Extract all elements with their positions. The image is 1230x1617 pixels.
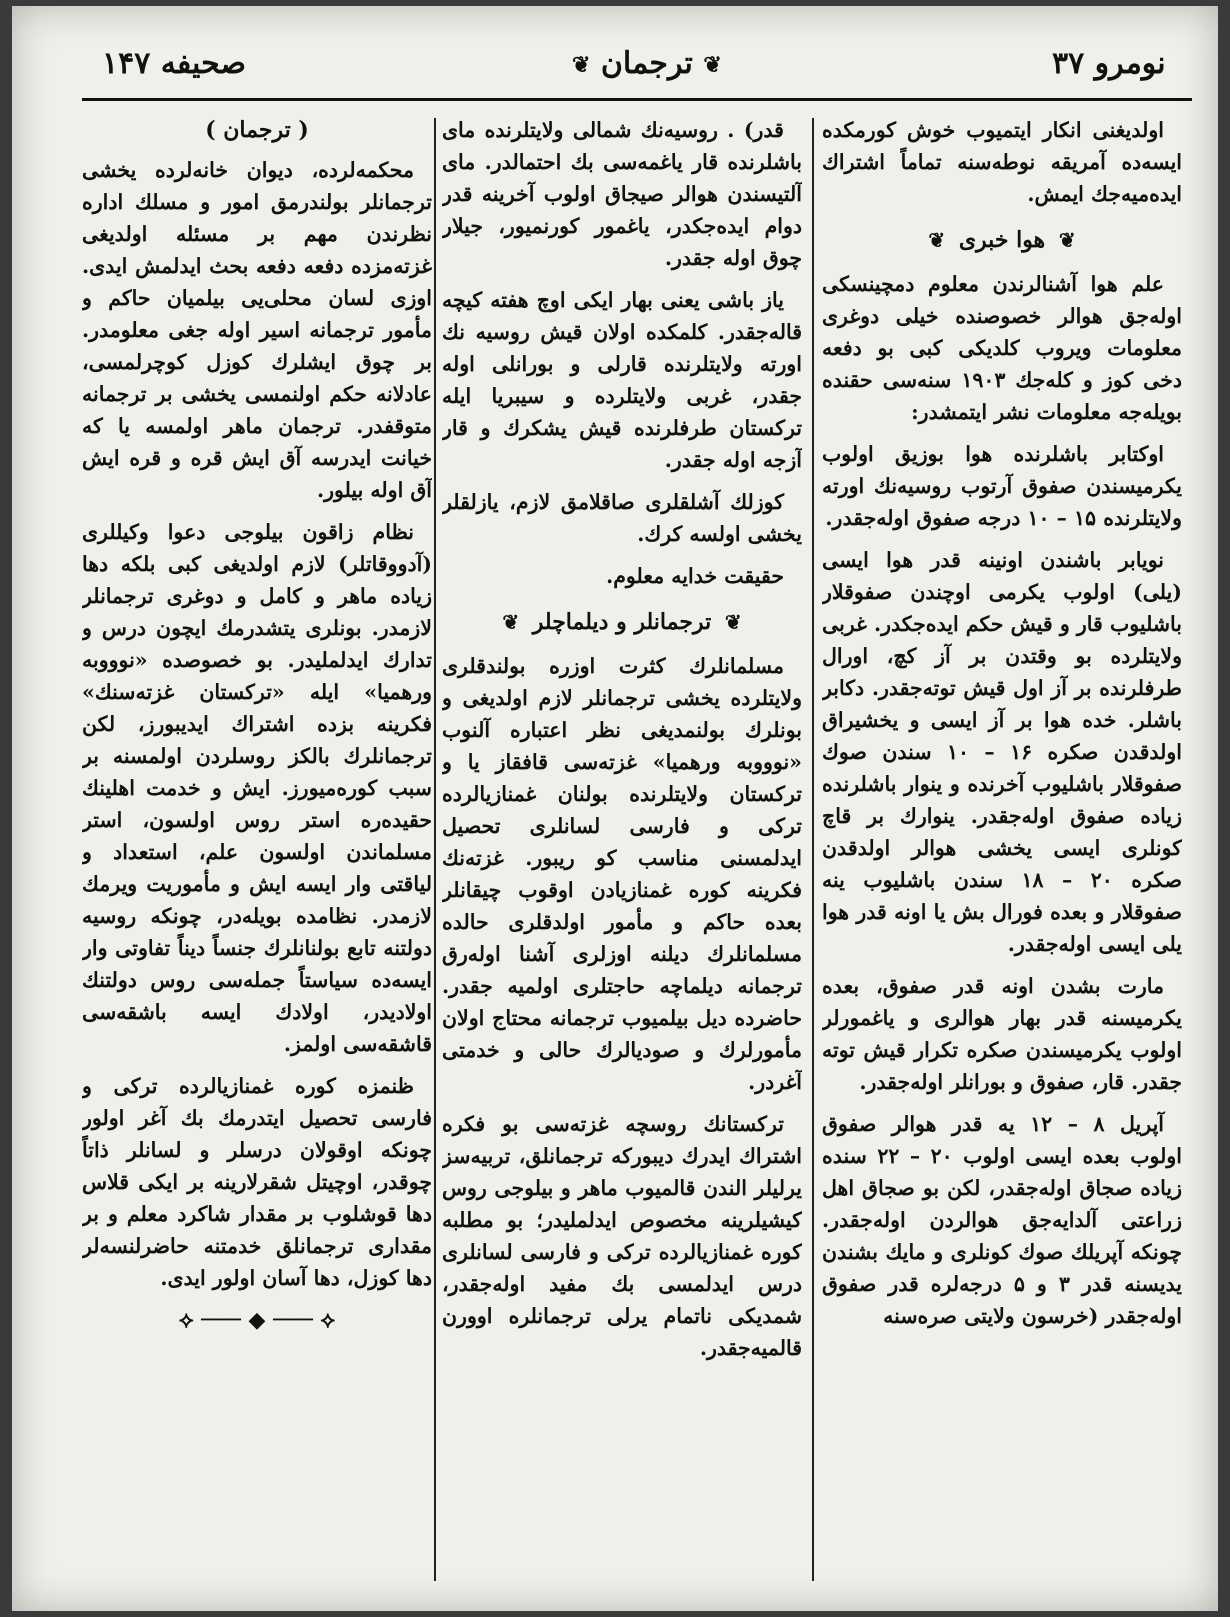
ornament-icon: ❦ — [928, 228, 946, 252]
ornament-icon: ❦ — [572, 52, 591, 78]
issue-number-label: نومرو ۳۷ — [1052, 46, 1166, 81]
heading-text: هوا خبری — [958, 227, 1046, 253]
article-paragraph: حقیقت خدایه معلوم. — [606, 564, 784, 588]
heading-text: ترجمانلر و دیلماچلر — [532, 609, 712, 635]
article-paragraph: مسلمانلرك کثرت اوزره بولندقلری ولایتلرده یخشی ترجمانلر لازم اولدیغی و بونلرك بولنمدیغی نظر اعتباره آلنوب «نوووبه ورهمیا» غزته‌سی قافقاز یا و ترکستان ولایتلرنده بولنان غمنازیالرده ترکی و فارسی لسانلری تحصیل ایدلمسنی مناسب کو ریبور. غزته‌نك فکرینه کوره غمنازیادن اوقوب چیقانلر بعده حاکم و مأمور اولدقلری حالده مسلمانلرك دیلنه اوزلری آشنا اوله‌رق ترجمانه دیلماچه حاجتلری اولمیه جقدر. حاضرده دیل بیلمیوب ترجمانه محتاج اولان مأمورلرك و صودیالرك حالی و خدمتی آغردر. — [442, 654, 802, 1094]
page-number-label: صحیفه ۱۴۷ — [102, 46, 246, 81]
column-divider — [812, 118, 814, 1581]
article-paragraph: آپریل ۸ – ۱۲ یه قدر هوالر صفوق اولوب بعده ایسی اولوب ۲۰ – ۲۲ سنده زیاده صجاق اوله‌جقدر، لکن بو صجاق اهل زراعتی آلدایه‌جق هوالردن اوله‌جقدر. چونکه آپریلك صوك کونلری و مایك بشندن یدیسنه قدر ۳ و ۵ درجه‌لره قدر صفوق اوله‌جقدر (خرسون ولایتی صره‌سنه — [822, 1112, 1182, 1328]
article-paragraph: کوزلك آشلقلری صاقلامق لازم، یازلقلر یخشی اولسه کرك. — [442, 490, 802, 546]
article-paragraph: نویابر باشندن اونینه قدر هوا ایسی (یلی) اولوب یکرمی اوچندن صفوقلار باشلیوب قار و قیش حکم ایده‌جکدر. غربی ولایتلرده بو وقتدن بر آز کچ، اورال طرفلرنده بر آز اول قیش توته‌جقدر. دکابر باشلر. خده هوا بر آز ایسی و یخشیراق اولدقدن صکره ۱۶ – ۱۰ سندن صوك صفوقلار باشلیوب آخرنده و ینوار باشلرنده زیاده صفوق اوله‌جقدر. ینوارك بر قاچ کونلری ایسی یخشی هوالر اولدقدن صکره ۲۰ – ۱۸ سندن باشلیوب ینه صفوقلار و بعده فورال بش یا اونه قدر هوا یلی ایسی اوله‌جقدر. — [822, 548, 1182, 956]
section-heading-editorial: ( ترجمان ) — [205, 117, 309, 143]
article-paragraph: ترکستانك روسچه غزته‌سی بو فکره اشتراك ایدرك دیبورکه ترجمانلق، تربیه‌سز یرلیلر الندن قالمیوب ماهر و بیلوجی روس کیشیلرینه مخصوص ایدلملیدر؛ بو مطلبه کوره غمنازیالرده ترکی و فارسی لسانلری درس ایدلمسی بك مفید اوله‌جقدر، شمدیکی ناتمام یرلی ترجمانلره اوورن قالمیه‌جقدر. — [442, 1112, 802, 1360]
section-heading-weather — [822, 224, 1182, 256]
newspaper-page — [12, 6, 1218, 1611]
article-paragraph: محکمه‌لرده، دیوان خانه‌لرده یخشی ترجمانلر بولندرمق امور و مسلك اداره نظرندن مهم بر مسئله اولدیغی غزته‌مزده دفعه دفعه بحث ایدلمش ایدی. اوزی لسان محلی‌یی بیلمیان حاکم و مأمور ترجمانه اسیر اوله جغی معلومدر. بر چوق ایشلرك کوزل کوچرلمسی، عادلانه حکم اولنمسی یخشی بر ترجمانه متوقفدر. ترجمان ماهر اولمسه یا که خیانت ایدرسه آق ایش قره و قره ایش آق اوله بیلور. — [82, 158, 432, 502]
title-text: ترجمان — [600, 46, 693, 81]
newspaper-title — [572, 46, 722, 81]
article-paragraph: نظام زاقون بیلوجی دعوا وکیللری (آدووقاتلر) لازم اولدیغی کبی بلکه دها زیاده ماهر و کامل و دوغری ترجمانلر لازمدر. بونلری یتشدرمك ایچون درس و تدارك ایدلملیدر. بو خصوصده «نوووبه ورهمیا» ایله «ترکستان غزته‌سنك» فکرینه بزده اشتراك ایدیبورز، لکن ترجمانلرك بالکز روسلردن اولمسنه بر سبب کوره‌میورز. ایش و خدمت اهلینك حقیده‌ره استر روس اولسون، استر مسلماندن اولسون علم، استعداد و لیاقتی وار ایسه ایش و مأموریت ویرمك لازمدر. نظامده بویله‌در، چونکه روسیه دولتنه تابع بولنانلرك جنساً دیناً تفاوتی وار ایسه‌ده سیاستاً جمله‌سی روس دولتنك اولادیدر، اولادك ایسه باشقه‌سی قاشقه‌سی اولمز. — [82, 520, 432, 1056]
article-paragraph: اوکتابر باشلرنده هوا بوزیق اولوب یکرمیسندن صفوق آرتوب روسیه‌نك اورته ولایتلرنده ۱۵ – ۱۰ درجه صفوق اوله‌جقدر. — [822, 442, 1182, 530]
column-middle — [442, 114, 802, 1581]
article-paragraph: قدر) . روسیه‌نك شمالی ولایتلرنده مای باشلرنده قار یاغمه‌سی بك احتمالدر. مای آلتیسندن هوالر صیجاق اولوب آخرینه قدر دوام ایده‌جکدر، یاغمور کورنمیور، جیلار چوق اوله جقدر. — [442, 118, 802, 270]
section-heading-translators — [442, 606, 802, 638]
article-paragraph: ظنمزه کوره غمنازیالرده ترکی و فارسی تحصیل ایتدرمك بك آغر اولور چونکه اوقولان درسلر و لسانلر ذاتاً چوقدر، اوچیتل شقرلارینه بر ایکی قلاس دها قوشلوب بر مقدار شاکرد معلم و بر مقداری ترجمانلق خدمتنه حاضرلنسه‌لر دها کوزل، دها آسان اولور ایدی. — [82, 1074, 432, 1290]
ornament-icon: ❦ — [1058, 228, 1076, 252]
end-ornament-icon: ⟡ ─── ◆ ─── ⟡ — [178, 1307, 336, 1333]
article-paragraph: اولدیغنی انکار ایتمیوب خوش کورمکده ایسه‌ده آمریقه نوطه‌سنه تماماً اشتراك ایده‌میه‌جك ایمش. — [822, 118, 1182, 206]
ornament-icon: ❦ — [502, 610, 520, 634]
header-divider — [82, 98, 1192, 101]
article-paragraph: یاز باشی یعنی بهار ایکی اوچ هفته کیچه قاله‌جقدر. کلمکده اولان قیش روسیه نك اورته ولایتلرنده قارلی و بورانلی اوله جقدر، غربی ولایتلرده و سیبریا ایله ترکستان طرفلرنده قیش یشکرك و قار آزجه اوله جقدر. — [442, 288, 802, 472]
column-right — [822, 114, 1182, 1581]
article-paragraph: مارت بشدن اونه قدر صفوق، بعده یکرمیسنه قدر بهار هوالری و یاغمورلر اولوب یکرمیسندن صکره تکرار قیش توته جقدر. قار، صفوق و بورانلر اوله‌جقدر. — [822, 974, 1182, 1094]
masthead — [12, 6, 1218, 102]
article-paragraph: علم هوا آشنالرندن معلوم دمچینسکی اوله‌جق هوالر خصوصنده خیلی دوغری معلومات ویروب کلدیکی کبی بو دفعه دخی کوز و کله‌جك ۱۹۰۳ سنه‌سی حقنده بویله‌جه معلومات نشر ایتمشدر: — [822, 272, 1182, 424]
ornament-icon: ❦ — [703, 52, 722, 78]
column-left — [82, 114, 432, 1581]
ornament-icon: ❦ — [724, 610, 742, 634]
column-divider — [434, 118, 436, 1581]
